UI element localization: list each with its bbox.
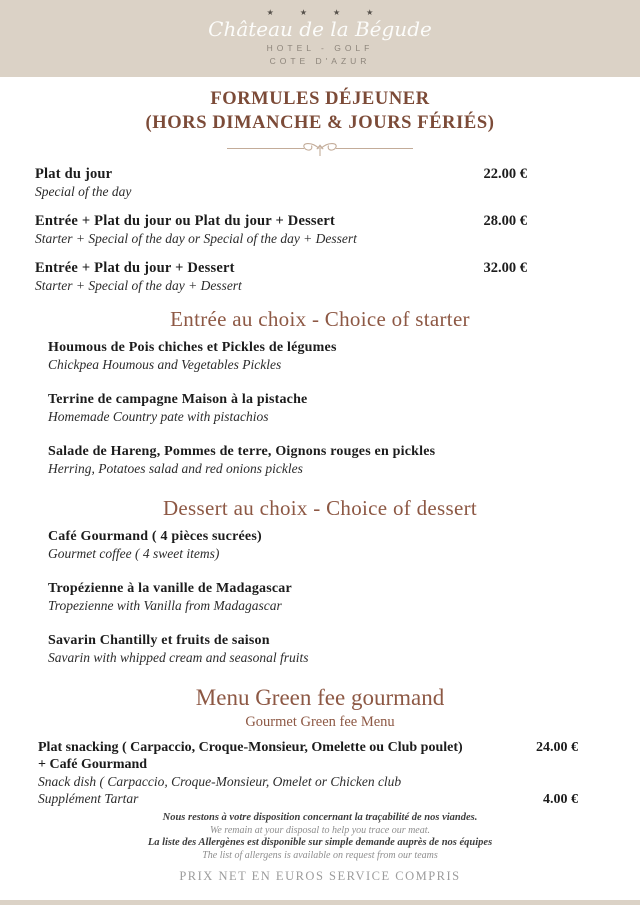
dish-name-en: Herring, Potatoes salad and red onions pickles — [48, 461, 303, 477]
dish-name-fr: Café Gourmand ( 4 pièces sucrées) — [48, 529, 262, 545]
dessert-section-heading: Dessert au choix - Choice of dessert — [162, 496, 478, 521]
hotel-header-band — [0, 0, 640, 77]
greenfee-name-fr-line2: + Café Gourmand — [38, 757, 148, 773]
formula-name-fr: Entrée + Plat du jour ou Plat du jour + Dessert — [35, 213, 336, 230]
greenfee-supplement-row — [38, 791, 578, 808]
formula-price: 28.00 € — [483, 213, 527, 230]
greenfee-heading-en: Gourmet Green fee Menu — [245, 714, 395, 731]
flourish-divider-icon — [225, 140, 415, 158]
traceability-note-fr: Nous restons à votre disposition concernant la traçabilité de nos viandes. — [162, 812, 478, 824]
formula-name-fr: Plat du jour — [35, 166, 113, 183]
formula-name-en: Starter + Special of the day + Dessert — [35, 278, 242, 294]
footer-notes — [0, 812, 640, 862]
hotel-brand-name: Château de la Bégude — [208, 17, 432, 41]
dish-name-en: Savarin with whipped cream and seasonal fruits — [48, 650, 309, 666]
greenfee-price: 24.00 € — [536, 740, 578, 756]
hotel-stars-icon: ★ ★ ★ ★ — [266, 8, 386, 17]
supplement-name: Supplément Tartar — [38, 791, 139, 807]
allergens-note-en: The list of allergens is available on request from our teams — [202, 850, 438, 862]
allergens-note-fr: La liste des Allergènes est disponible sur simple demande auprès de nos équipes — [147, 837, 493, 849]
dish-name-en: Chickpea Houmous and Vegetables Pickles — [48, 357, 282, 373]
hotel-brand-subtitle-1: HOTEL - GOLF — [266, 43, 374, 53]
traceability-note-en: We remain at your disposal to help you trace our meat. — [209, 825, 431, 837]
page-title-line-2: (HORS DIMANCHE & JOURS FÉRIÉS) — [145, 112, 495, 133]
formula-price: 32.00 € — [483, 260, 527, 277]
formula-name-en: Starter + Special of the day or Special of the day + Dessert — [35, 231, 357, 247]
greenfee-item — [38, 740, 578, 808]
page-title-line-1: FORMULES DÉJEUNER — [210, 89, 430, 109]
formula-item — [35, 213, 527, 247]
starter-dishes-list — [48, 340, 600, 477]
hotel-brand-subtitle-2: COTE D'AZUR — [269, 56, 371, 67]
net-prices-statement: PRIX NET EN EUROS SERVICE COMPRIS — [179, 869, 461, 884]
dish-name-fr: Salade de Hareng, Pommes de terre, Oignons rouges en pickles — [48, 444, 436, 460]
dessert-dishes-list — [48, 529, 600, 666]
formula-price: 22.00 € — [483, 166, 527, 183]
dish-item — [48, 392, 600, 425]
dish-item — [48, 581, 600, 614]
greenfee-name-fr-line1: Plat snacking ( Carpaccio, Croque-Monsieur, Omelette ou Club poulet) — [38, 740, 463, 756]
greenfee-heading-fr: Menu Green fee gourmand — [195, 685, 445, 711]
ornament-divider — [0, 140, 640, 158]
dish-name-fr: Terrine de campagne Maison à la pistache — [48, 392, 308, 408]
greenfee-name-en: Snack dish ( Carpaccio, Croque-Monsieur, Omelet or Chicken club — [38, 774, 402, 790]
starter-section-heading: Entrée au choix - Choice of starter — [170, 307, 470, 332]
page-title — [0, 88, 640, 135]
formula-name-fr: Entrée + Plat du jour + Dessert — [35, 260, 235, 277]
formulas-list — [35, 166, 527, 294]
formula-name-en: Special of the day — [35, 184, 132, 200]
dish-name-en: Tropezienne with Vanilla from Madagascar — [48, 598, 282, 614]
dish-item — [48, 340, 600, 373]
dish-item — [48, 444, 600, 477]
supplement-price: 4.00 € — [543, 792, 578, 808]
dish-name-fr: Savarin Chantilly et fruits de saison — [48, 633, 270, 649]
dish-name-fr: Tropézienne à la vanille de Madagascar — [48, 581, 292, 597]
formula-item — [35, 260, 527, 294]
dish-item — [48, 633, 600, 666]
dish-name-en: Homemade Country pate with pistachios — [48, 409, 269, 425]
formula-item — [35, 166, 527, 200]
dish-item — [48, 529, 600, 562]
dish-name-fr: Houmous de Pois chiches et Pickles de légumes — [48, 340, 337, 356]
bottom-accent-bar — [0, 900, 640, 905]
dish-name-en: Gourmet coffee ( 4 sweet items) — [48, 546, 220, 562]
